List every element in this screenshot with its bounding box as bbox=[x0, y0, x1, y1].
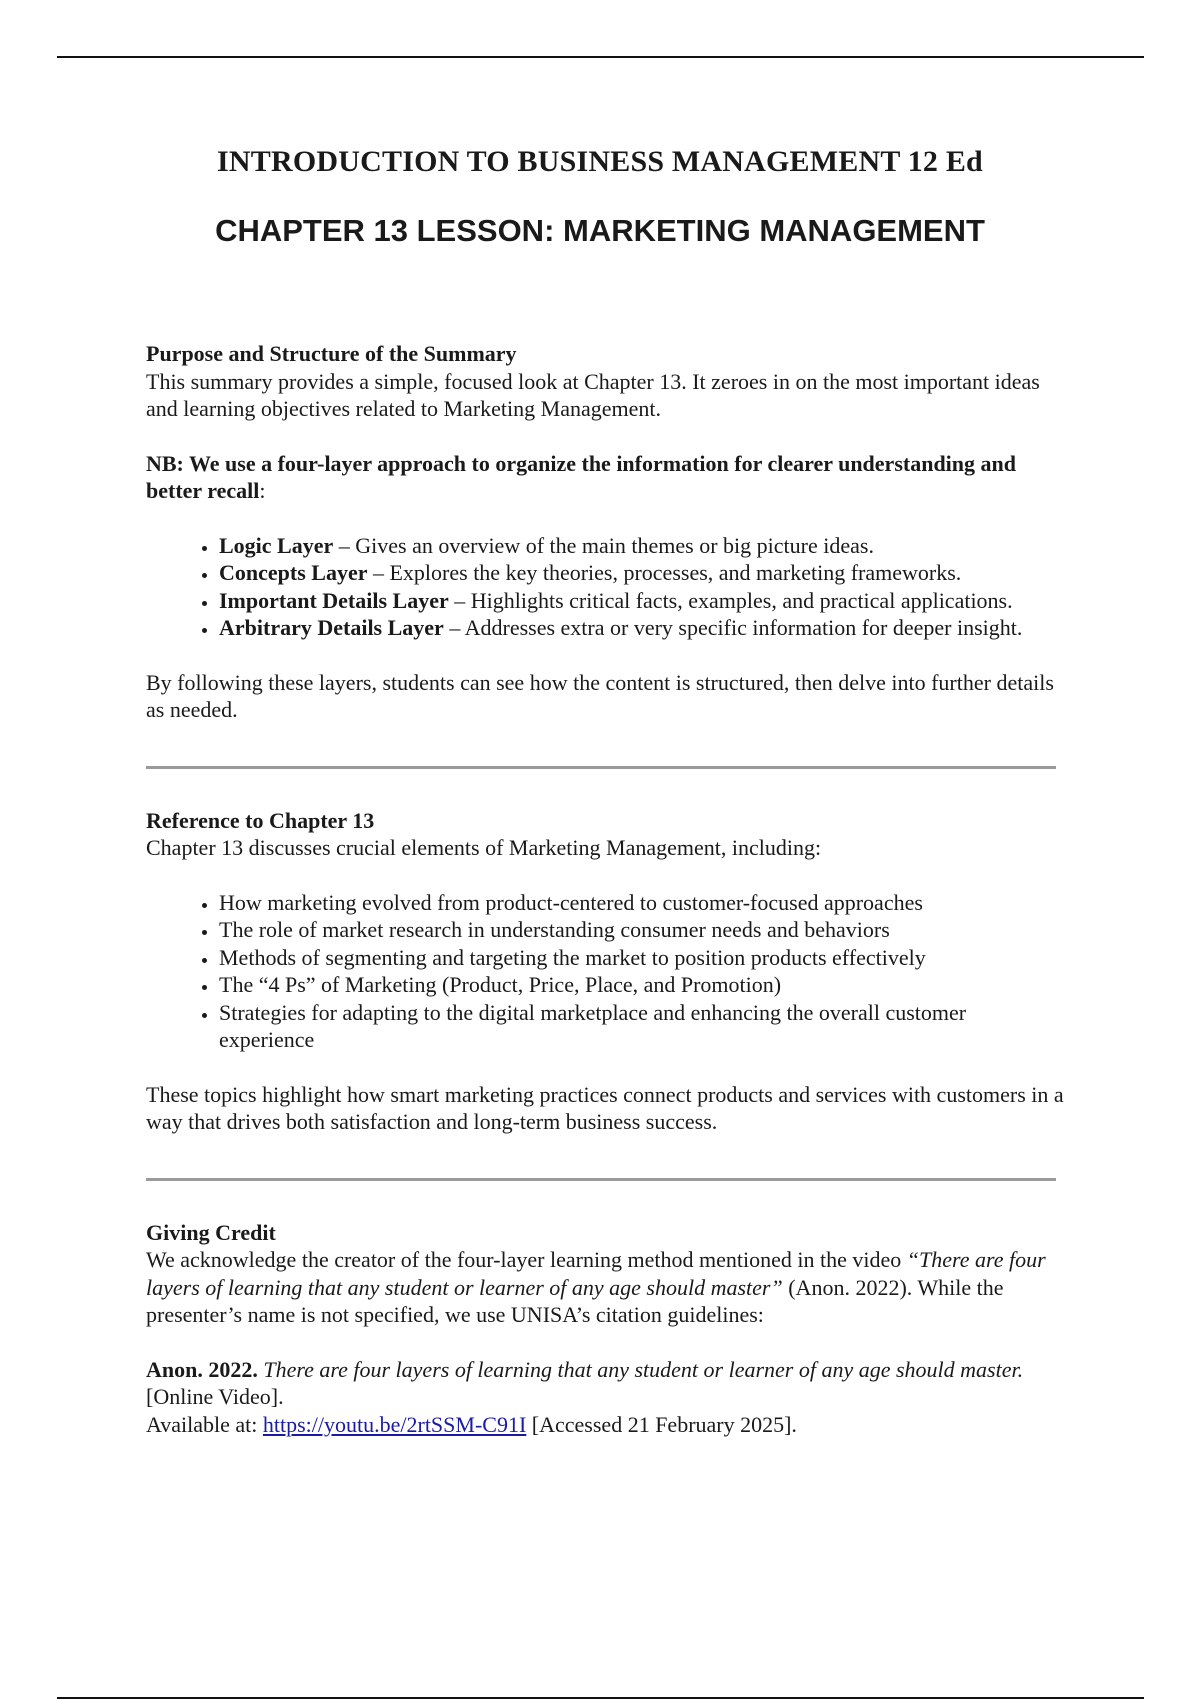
credit-heading: Giving Credit bbox=[146, 1219, 276, 1245]
layer-name: Logic Layer bbox=[219, 532, 334, 558]
list-item bbox=[219, 559, 1066, 587]
layer-list bbox=[146, 532, 1066, 642]
list-item bbox=[219, 587, 1066, 615]
nb-note-tail: : bbox=[259, 478, 266, 503]
layer-name: Important Details Layer bbox=[219, 587, 449, 613]
available-label: Available at: bbox=[146, 1411, 263, 1437]
reference-closing: These topics highlight how smart marketing practices connect products and services with customers in a way that drives both satisfaction and long-term business success. bbox=[146, 1081, 1064, 1134]
credit-text-tail: (Anon. 2022). While the presenter’s name is not specified, we use UNISA’s citation guidelines: bbox=[146, 1274, 1004, 1327]
list-item: • Methods of segmenting and targeting the market to position products effectively bbox=[219, 944, 1066, 972]
purpose-heading: Purpose and Structure of the Summary bbox=[146, 341, 517, 366]
bottom-rule bbox=[57, 1697, 1144, 1699]
purpose-body: This summary provides a simple, focused look at Chapter 13. It zeroes in on the most important ideas and learning objectives related to Marketing Management. bbox=[146, 368, 1040, 421]
citation-title: There are four layers of learning that any student or learner of any age should master. bbox=[257, 1356, 1024, 1382]
layer-desc: – Highlights critical facts, examples, and practical applications. bbox=[448, 587, 1013, 613]
citation-author: Anon. 2022. bbox=[146, 1356, 258, 1382]
layer-desc: – Addresses extra or very specific information for deeper insight. bbox=[443, 615, 1023, 640]
reference-heading: Reference to Chapter 13 bbox=[146, 807, 375, 833]
section-divider bbox=[146, 1178, 1056, 1181]
top-rule bbox=[57, 56, 1144, 58]
section-divider bbox=[146, 766, 1056, 769]
availability bbox=[146, 1411, 1066, 1439]
list-item bbox=[219, 532, 1066, 560]
list-item: • Strategies for adapting to the digital marketplace and enhancing the overall customer experience bbox=[219, 999, 1066, 1054]
layer-name: Concepts Layer bbox=[219, 560, 368, 585]
nb-note bbox=[146, 450, 1066, 505]
citation bbox=[146, 1356, 1066, 1411]
document-body bbox=[146, 340, 1066, 1438]
video-link[interactable]: https://youtu.be/2rtSSM-C91I bbox=[262, 1411, 527, 1437]
topic-list bbox=[146, 889, 1066, 1054]
list-item: • The “4 Ps” of Marketing (Product, Price, Place, and Promotion) bbox=[219, 971, 1066, 999]
layer-desc: – Gives an overview of the main themes or big picture ideas. bbox=[333, 532, 874, 558]
chapter-title: CHAPTER 13 LESSON: MARKETING MANAGEMENT bbox=[215, 213, 985, 248]
video-title: “There are four layers of learning that any student or learner of any age should master” bbox=[146, 1247, 1046, 1300]
credit-text: We acknowledge the creator of the four-layer learning method mentioned in the video bbox=[146, 1247, 907, 1272]
list-item bbox=[219, 614, 1066, 642]
document-title: INTRODUCTION TO BUSINESS MANAGEMENT 12 Ed bbox=[217, 145, 983, 178]
accessed-date: [Accessed 21 February 2025]. bbox=[526, 1411, 797, 1437]
credit-paragraph bbox=[146, 1246, 1066, 1329]
citation-medium: [Online Video]. bbox=[146, 1384, 284, 1409]
list-item: • The role of market research in understanding consumer needs and behaviors bbox=[219, 916, 1066, 944]
nb-note-bold: NB: We use a four-layer approach to organize the information for clearer understanding and better recall bbox=[146, 450, 1016, 503]
list-item: • How marketing evolved from product-centered to customer-focused approaches bbox=[219, 889, 1066, 917]
reference-intro: Chapter 13 discusses crucial elements of Marketing Management, including: bbox=[146, 835, 822, 860]
layer-desc: – Explores the key theories, processes, and marketing frameworks. bbox=[367, 560, 962, 585]
layer-name: Arbitrary Details Layer bbox=[219, 615, 444, 640]
purpose-closing: By following these layers, students can see how the content is structured, then delve into further details as needed. bbox=[146, 669, 1054, 722]
